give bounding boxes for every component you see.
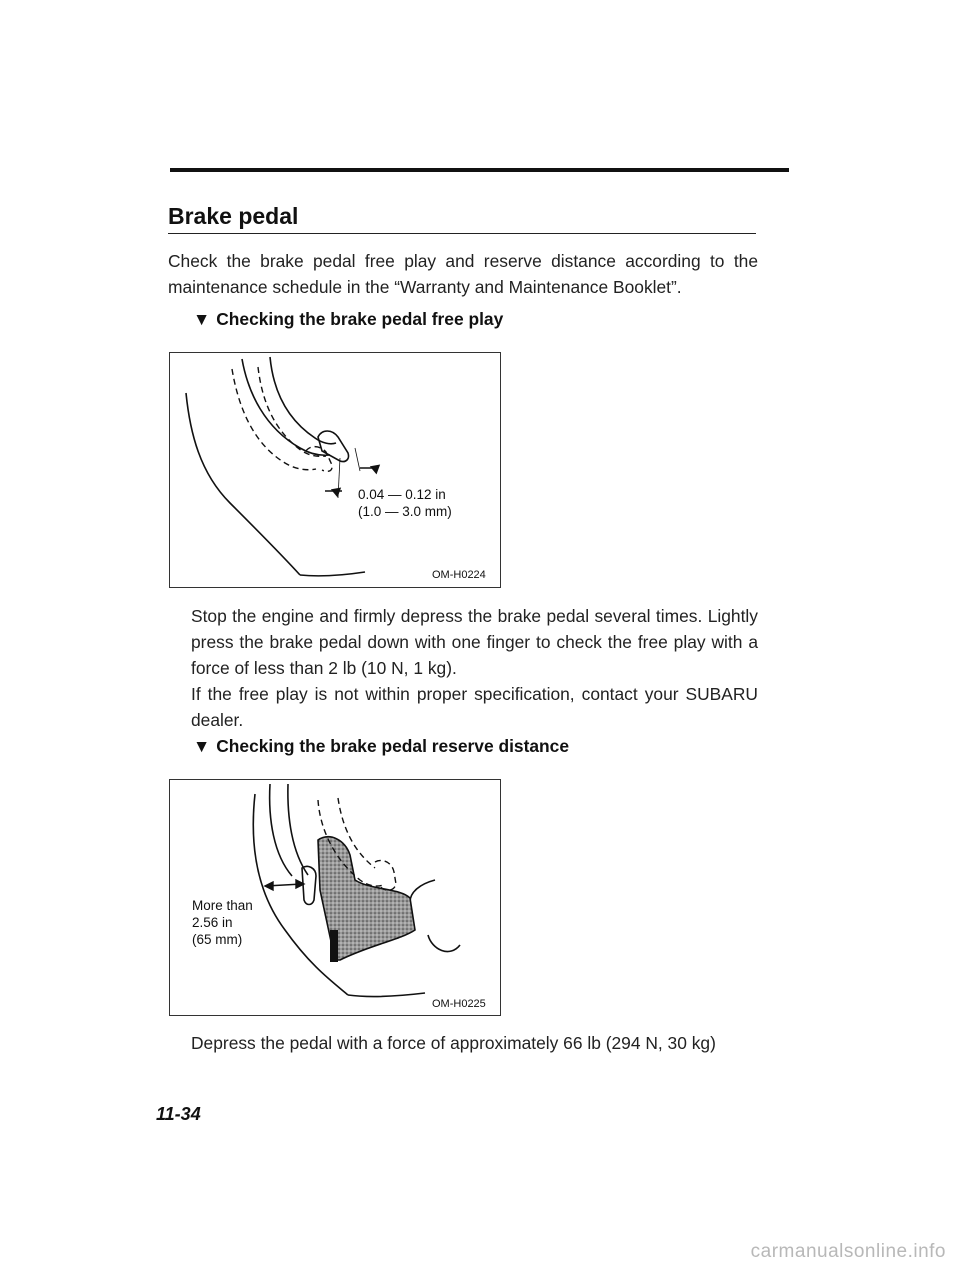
- heading-marker-icon: ▼: [193, 309, 211, 329]
- page-number: 11-34: [156, 1104, 201, 1124]
- watermark: carmanualsonline.info: [750, 1241, 946, 1262]
- reserve-label-line1: More than: [192, 898, 253, 913]
- reserve-figure-code: OM-H0225: [432, 998, 486, 1010]
- free-play-instructions: Stop the engine and firmly depress the brake pedal several times. Lightly press the brake pedal down with one finger to check the free play with a force of less than 2 lb (10 N, 1 kg).: [191, 606, 758, 678]
- free-play-heading: [193, 309, 503, 330]
- free-play-dealer-note: If the free play is not within proper specification, contact your SUBARU dealer.: [191, 684, 758, 730]
- free-play-dimension-line2: (1.0 — 3.0 mm): [358, 504, 452, 519]
- reserve-distance-heading: [193, 736, 569, 757]
- intro-paragraph: Check the brake pedal free play and reserve distance according to the maintenance schedule in the “Warranty and Maintenance Booklet”.: [168, 251, 758, 297]
- reserve-label-line2: 2.56 in: [192, 915, 233, 930]
- reserve-label-line3: (65 mm): [192, 932, 243, 947]
- free-play-body: [191, 603, 758, 733]
- top-rule: [170, 168, 789, 172]
- title-underline: [168, 233, 756, 234]
- heading-marker-icon: ▼: [193, 736, 211, 756]
- free-play-figure: [169, 352, 501, 588]
- free-play-heading-text: Checking the brake pedal free play: [216, 309, 504, 329]
- reserve-distance-heading-text: Checking the brake pedal reserve distance: [216, 736, 570, 756]
- section-title: Brake pedal: [168, 203, 299, 229]
- free-play-dimension-line1: 0.04 — 0.12 in: [358, 487, 446, 502]
- reserve-distance-figure: [169, 779, 501, 1016]
- free-play-figure-code: OM-H0224: [432, 569, 486, 581]
- free-play-illustration: [170, 353, 500, 587]
- reserve-distance-body: Depress the pedal with a force of approximately 66 lb (294 N, 30 kg): [191, 1033, 716, 1053]
